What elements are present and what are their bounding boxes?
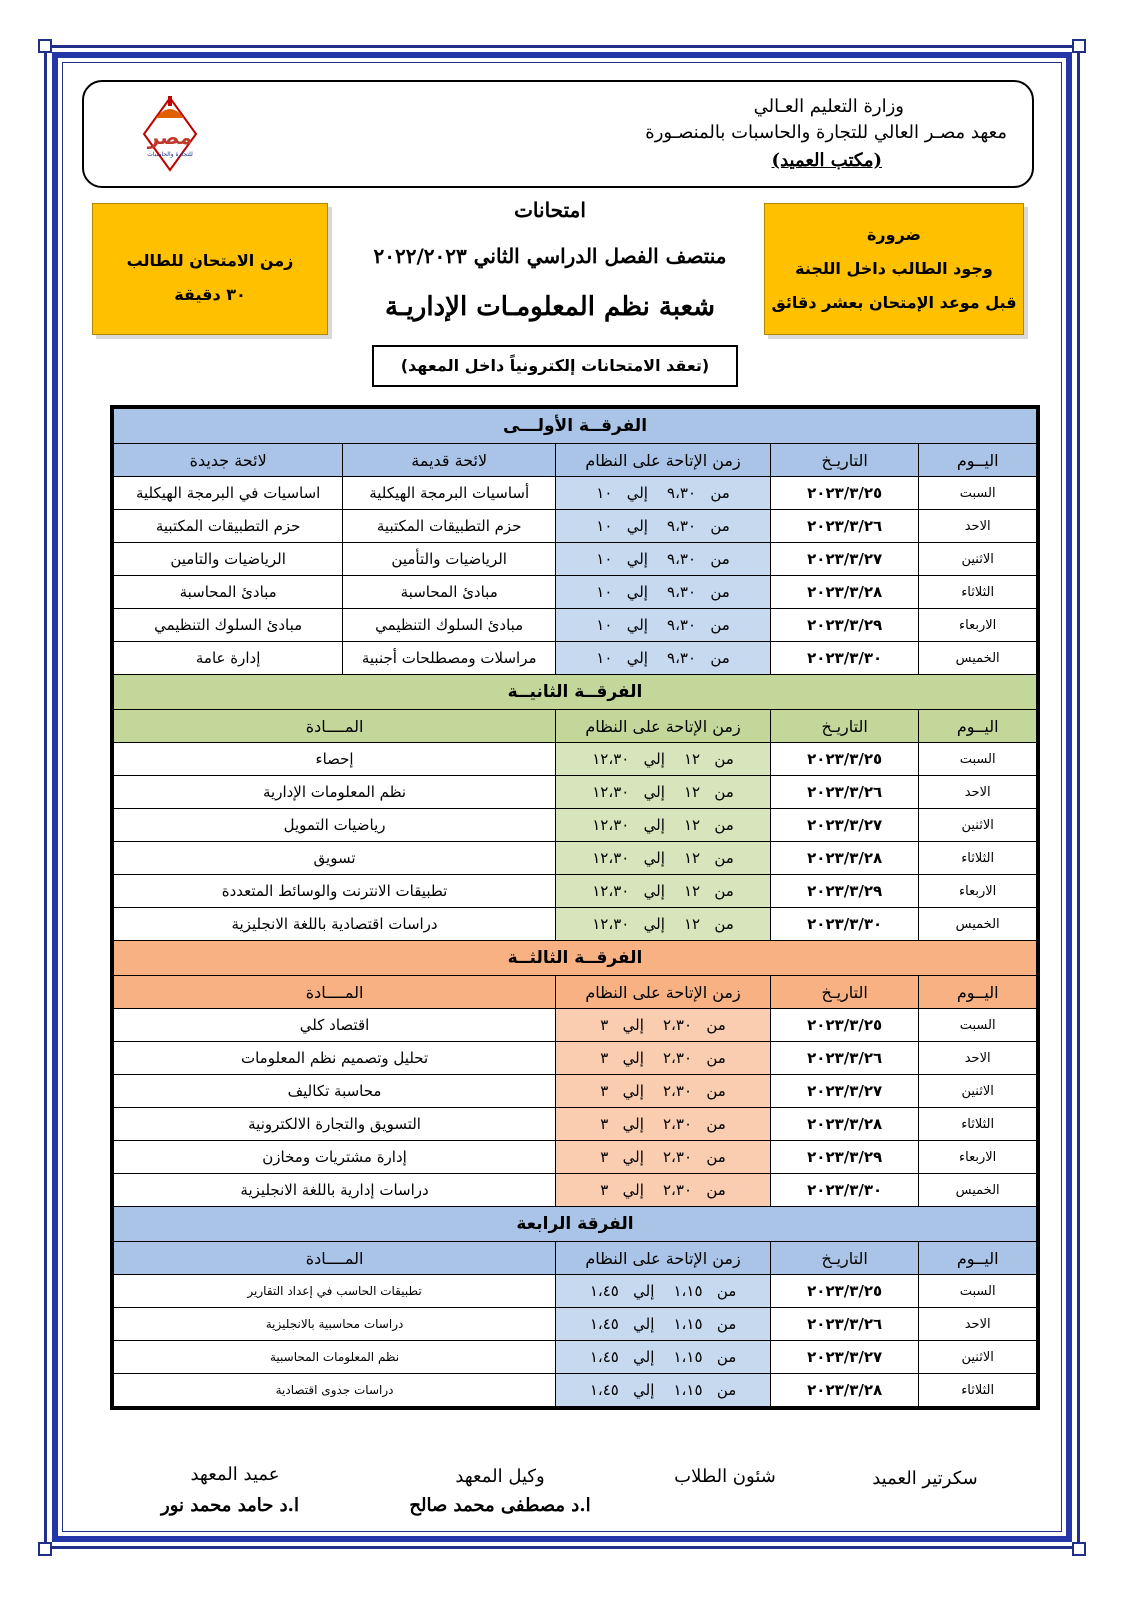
col-day: اليــوم bbox=[919, 1242, 1037, 1275]
table-row bbox=[114, 510, 1037, 543]
subject-new: حزم التطبيقات المكتبية bbox=[114, 510, 343, 543]
year2-title: الفرقــة الثانيــة bbox=[114, 675, 1037, 710]
notice-line-1: ضرورة bbox=[866, 225, 921, 244]
date-cell: ٢٠٢٣/٣/٢٥ bbox=[770, 1009, 918, 1042]
date-cell: ٢٠٢٣/٣/٢٧ bbox=[770, 543, 918, 576]
day-cell: الاربعاء bbox=[919, 1141, 1037, 1174]
subject-cell: إدارة مشتريات ومخازن bbox=[114, 1141, 556, 1174]
date-cell: ٢٠٢٣/٣/٣٠ bbox=[770, 1174, 918, 1207]
time-cell: من ١،١٥ إلي ١،٤٥ bbox=[556, 1308, 771, 1341]
col-time: زمن الإتاحة على النظام bbox=[556, 976, 771, 1009]
col-date: التاريـخ bbox=[770, 1242, 918, 1275]
office-name: (مكتب العميد) bbox=[771, 150, 882, 171]
table-row bbox=[114, 1308, 1037, 1341]
day-cell: الثلاثاء bbox=[919, 1374, 1037, 1407]
table-row bbox=[114, 1341, 1037, 1374]
date-cell: ٢٠٢٣/٣/٢٧ bbox=[770, 1075, 918, 1108]
time-cell: من ١٢ إلي ١٢،٣٠ bbox=[556, 875, 771, 908]
date-cell: ٢٠٢٣/٣/٢٦ bbox=[770, 1308, 918, 1341]
col-time: زمن الإتاحة على النظام bbox=[556, 1242, 771, 1275]
day-cell: الاثنين bbox=[919, 1341, 1037, 1374]
date-cell: ٢٠٢٣/٣/٢٨ bbox=[770, 1108, 918, 1141]
col-new-regulation: لائحة جديدة bbox=[114, 444, 343, 477]
subject-old: مراسلات ومصطلحات أجنبية bbox=[343, 642, 556, 675]
day-cell: الخميس bbox=[919, 1174, 1037, 1207]
table-row bbox=[114, 1374, 1037, 1407]
date-cell: ٢٠٢٣/٣/٢٦ bbox=[770, 776, 918, 809]
day-cell: الاثنين bbox=[919, 543, 1037, 576]
day-cell: الاحد bbox=[919, 1308, 1037, 1341]
date-cell: ٢٠٢٣/٣/٢٨ bbox=[770, 1374, 918, 1407]
day-cell: الاربعاء bbox=[919, 875, 1037, 908]
table-row bbox=[114, 1108, 1037, 1141]
time-cell: من ٢،٣٠ إلي ٣ bbox=[556, 1141, 771, 1174]
day-cell: السبت bbox=[919, 477, 1037, 510]
title-department: شعبة نظم المعلومـات الإداريـة bbox=[384, 292, 716, 322]
time-cell: من ١،١٥ إلي ١،٤٥ bbox=[556, 1275, 771, 1308]
title-exams: امتحانات bbox=[514, 198, 586, 222]
subject-cell: إحصاء bbox=[114, 743, 556, 776]
time-cell: من ١٢ إلي ١٢،٣٠ bbox=[556, 776, 771, 809]
day-cell: الخميس bbox=[919, 642, 1037, 675]
time-cell: من ١،١٥ إلي ١،٤٥ bbox=[556, 1374, 771, 1407]
subject-new: مبادئ السلوك التنظيمي bbox=[114, 609, 343, 642]
time-cell: من ٢،٣٠ إلي ٣ bbox=[556, 1174, 771, 1207]
date-cell: ٢٠٢٣/٣/٢٨ bbox=[770, 842, 918, 875]
subject-cell: تطبيقات الانترنت والوسائط المتعددة bbox=[114, 875, 556, 908]
table-row bbox=[114, 743, 1037, 776]
time-cell: من ١٢ إلي ١٢،٣٠ bbox=[556, 809, 771, 842]
col-time: زمن الإتاحة على النظام bbox=[556, 444, 771, 477]
exam-schedule bbox=[110, 405, 1040, 1410]
time-cell: من ٩،٣٠ إلي ١٠ bbox=[556, 609, 771, 642]
table-row bbox=[114, 1275, 1037, 1308]
exam-duration-value: ٣٠ دقيقة bbox=[174, 285, 246, 304]
table-row bbox=[114, 543, 1037, 576]
table-row bbox=[114, 477, 1037, 510]
time-cell: من ٢،٣٠ إلي ٣ bbox=[556, 1108, 771, 1141]
date-cell: ٢٠٢٣/٣/٢٥ bbox=[770, 743, 918, 776]
schedule-table bbox=[113, 408, 1037, 1407]
col-day: اليــوم bbox=[919, 444, 1037, 477]
time-cell: من ٢،٣٠ إلي ٣ bbox=[556, 1009, 771, 1042]
time-cell: من ١،١٥ إلي ١،٤٥ bbox=[556, 1341, 771, 1374]
table-row bbox=[114, 908, 1037, 941]
subject-cell: دراسات محاسبية بالانجليزية bbox=[114, 1308, 556, 1341]
exam-duration-box bbox=[92, 203, 328, 335]
time-cell: من ٢،٣٠ إلي ٣ bbox=[556, 1042, 771, 1075]
signature-vice-title: وكيل المعهد bbox=[455, 1466, 545, 1487]
time-cell: من ٩،٣٠ إلي ١٠ bbox=[556, 642, 771, 675]
time-cell: من ١٢ إلي ١٢،٣٠ bbox=[556, 908, 771, 941]
institute-logo bbox=[134, 94, 206, 174]
subject-cell: دراسات اقتصادية باللغة الانجليزية bbox=[114, 908, 556, 941]
subject-old: الرياضيات والتأمين bbox=[343, 543, 556, 576]
subject-new: مبادئ المحاسبة bbox=[114, 576, 343, 609]
table-row bbox=[114, 842, 1037, 875]
signature-dean-name: ا.د حامد محمد نور bbox=[161, 1495, 299, 1516]
day-cell: الاثنين bbox=[919, 809, 1037, 842]
day-cell: الاحد bbox=[919, 1042, 1037, 1075]
time-cell: من ١٢ إلي ١٢،٣٠ bbox=[556, 842, 771, 875]
institute-name: معهد مصـر العالي للتجارة والحاسبات بالمنصـورة bbox=[645, 122, 1007, 143]
year1-title: الفرقــة الأولـــى bbox=[114, 409, 1037, 444]
date-cell: ٢٠٢٣/٣/٢٨ bbox=[770, 576, 918, 609]
table-row bbox=[114, 1009, 1037, 1042]
col-day: اليــوم bbox=[919, 976, 1037, 1009]
exam-location-note: (تعقد الامتحانات إلكترونياً داخل المعهد) bbox=[372, 345, 738, 387]
date-cell: ٢٠٢٣/٣/٢٦ bbox=[770, 510, 918, 543]
header-box bbox=[82, 80, 1034, 188]
year4-title: الفرقة الرابعة bbox=[114, 1207, 1037, 1242]
day-cell: الثلاثاء bbox=[919, 842, 1037, 875]
subject-cell: اقتصاد كلي bbox=[114, 1009, 556, 1042]
table-row bbox=[114, 1174, 1037, 1207]
col-date: التاريـخ bbox=[770, 710, 918, 743]
day-cell: السبت bbox=[919, 743, 1037, 776]
time-cell: من ٩،٣٠ إلي ١٠ bbox=[556, 510, 771, 543]
subject-new: إدارة عامة bbox=[114, 642, 343, 675]
corner-ornament bbox=[38, 1542, 52, 1556]
corner-ornament bbox=[38, 39, 52, 53]
table-row bbox=[114, 1042, 1037, 1075]
time-cell: من ٩،٣٠ إلي ١٠ bbox=[556, 576, 771, 609]
signature-dean-title: عميد المعهد bbox=[190, 1464, 280, 1485]
date-cell: ٢٠٢٣/٣/٢٩ bbox=[770, 1141, 918, 1174]
subject-cell: التسويق والتجارة الالكترونية bbox=[114, 1108, 556, 1141]
time-cell: من ٩،٣٠ إلي ١٠ bbox=[556, 543, 771, 576]
subject-old: مبادئ السلوك التنظيمي bbox=[343, 609, 556, 642]
table-row bbox=[114, 642, 1037, 675]
subject-cell: تسويق bbox=[114, 842, 556, 875]
notice-line-3: قبل موعد الإمتحان بعشر دقائق bbox=[771, 293, 1017, 312]
day-cell: الخميس bbox=[919, 908, 1037, 941]
day-cell: الثلاثاء bbox=[919, 576, 1037, 609]
year3-title: الفرقــة الثالثــة bbox=[114, 941, 1037, 976]
subject-cell: تحليل وتصميم نظم المعلومات bbox=[114, 1042, 556, 1075]
date-cell: ٢٠٢٣/٣/٢٧ bbox=[770, 809, 918, 842]
col-subject: المــــادة bbox=[114, 1242, 556, 1275]
exam-duration-label: زمن الامتحان للطالب bbox=[126, 251, 294, 270]
col-subject: المــــادة bbox=[114, 976, 556, 1009]
date-cell: ٢٠٢٣/٣/٢٥ bbox=[770, 477, 918, 510]
subject-cell: رياضيات التمويل bbox=[114, 809, 556, 842]
time-cell: من ٢،٣٠ إلي ٣ bbox=[556, 1075, 771, 1108]
day-cell: الاثنين bbox=[919, 1075, 1037, 1108]
corner-ornament bbox=[1072, 1542, 1086, 1556]
col-subject: المــــادة bbox=[114, 710, 556, 743]
day-cell: الثلاثاء bbox=[919, 1108, 1037, 1141]
col-day: اليــوم bbox=[919, 710, 1037, 743]
subject-new: الرياضيات والتامين bbox=[114, 543, 343, 576]
time-cell: من ٩،٣٠ إلي ١٠ bbox=[556, 477, 771, 510]
col-time: زمن الإتاحة على النظام bbox=[556, 710, 771, 743]
time-cell: من ١٢ إلي ١٢،٣٠ bbox=[556, 743, 771, 776]
signature-student-affairs: شئون الطلاب bbox=[674, 1466, 776, 1487]
date-cell: ٢٠٢٣/٣/٢٩ bbox=[770, 875, 918, 908]
date-cell: ٢٠٢٣/٣/٢٥ bbox=[770, 1275, 918, 1308]
subject-cell: نظم المعلومات الإدارية bbox=[114, 776, 556, 809]
signature-vice-name: ا.د مصطفى محمد صالح bbox=[409, 1495, 591, 1516]
subject-cell: نظم المعلومات المحاسبية bbox=[114, 1341, 556, 1374]
title-semester: منتصف الفصل الدراسي الثاني ٢٠٢٢/٢٠٢٣ bbox=[373, 244, 727, 268]
date-cell: ٢٠٢٣/٣/٣٠ bbox=[770, 642, 918, 675]
date-cell: ٢٠٢٣/٣/٢٩ bbox=[770, 609, 918, 642]
subject-cell: دراسات إدارية باللغة الانجليزية bbox=[114, 1174, 556, 1207]
subject-cell: دراسات جدوى اقتصادية bbox=[114, 1374, 556, 1407]
col-old-regulation: لائحة قديمة bbox=[343, 444, 556, 477]
table-row bbox=[114, 1075, 1037, 1108]
subject-new: اساسيات في البرمجة الهيكلية bbox=[114, 477, 343, 510]
col-date: التاريـخ bbox=[770, 976, 918, 1009]
table-row bbox=[114, 609, 1037, 642]
subject-old: أساسيات البرمجة الهيكلية bbox=[343, 477, 556, 510]
day-cell: السبت bbox=[919, 1275, 1037, 1308]
table-row bbox=[114, 1141, 1037, 1174]
date-cell: ٢٠٢٣/٣/٢٦ bbox=[770, 1042, 918, 1075]
notice-line-2: وجود الطالب داخل اللجنة bbox=[795, 259, 993, 278]
subject-old: مبادئ المحاسبة bbox=[343, 576, 556, 609]
day-cell: الاربعاء bbox=[919, 609, 1037, 642]
table-row bbox=[114, 875, 1037, 908]
svg-text:مصر: مصر bbox=[147, 125, 193, 149]
attendance-notice-box bbox=[764, 203, 1024, 335]
col-date: التاريـخ bbox=[770, 444, 918, 477]
date-cell: ٢٠٢٣/٣/٢٧ bbox=[770, 1341, 918, 1374]
subject-old: حزم التطبيقات المكتبية bbox=[343, 510, 556, 543]
corner-ornament bbox=[1072, 39, 1086, 53]
day-cell: الاحد bbox=[919, 776, 1037, 809]
table-row bbox=[114, 576, 1037, 609]
subject-cell: تطبيقات الحاسب في إعداد التقارير bbox=[114, 1275, 556, 1308]
day-cell: السبت bbox=[919, 1009, 1037, 1042]
svg-text:للتجارة والحاسبات: للتجارة والحاسبات bbox=[147, 151, 193, 158]
ministry-name: وزارة التعليم العـالي bbox=[753, 96, 904, 117]
table-row bbox=[114, 809, 1037, 842]
table-row bbox=[114, 776, 1037, 809]
signature-secretary: سكرتير العميد bbox=[872, 1468, 978, 1489]
subject-cell: محاسبة تكاليف bbox=[114, 1075, 556, 1108]
date-cell: ٢٠٢٣/٣/٣٠ bbox=[770, 908, 918, 941]
day-cell: الاحد bbox=[919, 510, 1037, 543]
